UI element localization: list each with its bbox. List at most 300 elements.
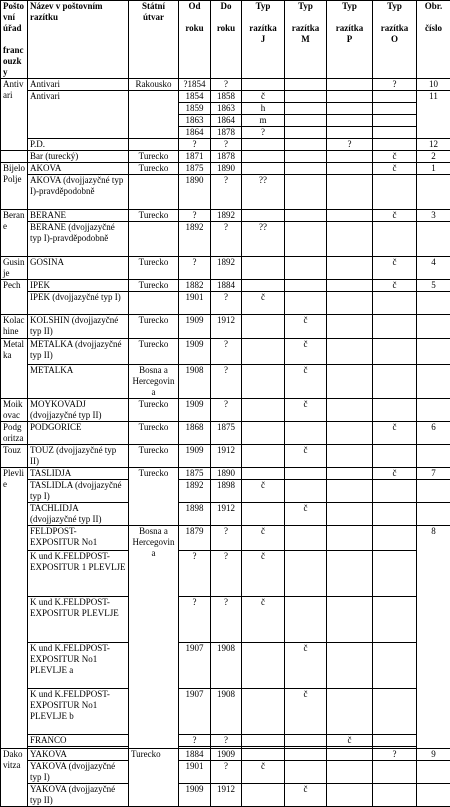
cell-from: ?	[179, 551, 211, 597]
cell-state	[129, 91, 179, 139]
col-header-from: Od roku	[179, 1, 211, 79]
cell-from: 1890	[179, 175, 211, 210]
cell-office: Podgoritza	[1, 422, 28, 445]
cell-state: Turecko	[129, 257, 179, 280]
cell-type-m: č	[285, 784, 327, 807]
table-row	[1, 257, 450, 280]
cell-stamp-name: IPEK	[28, 280, 129, 292]
cell-type-p	[327, 91, 373, 103]
col-header-fig: Obr. číslo	[417, 1, 450, 79]
cell-to: 1858	[211, 91, 242, 103]
cell-type-j: č	[242, 292, 285, 315]
cell-type-o	[373, 784, 417, 807]
cell-to: 1892	[211, 210, 242, 222]
cell-stamp-name: YAKOVA (dvojjazyčné typ II)	[28, 784, 129, 807]
cell-type-p	[327, 784, 373, 807]
table-row	[1, 526, 450, 551]
cell-to: ?	[211, 399, 242, 422]
cell-from: 1882	[179, 280, 211, 292]
cell-office: Plevlie	[1, 468, 28, 749]
col-header-state: Státní útvar	[129, 1, 179, 79]
table-row	[1, 551, 450, 597]
cell-type-j	[242, 468, 285, 480]
cell-state: Turecko	[129, 422, 179, 445]
table-row	[1, 91, 450, 103]
cell-type-p	[327, 643, 373, 689]
cell-fig: 1	[417, 163, 450, 175]
cell-to: 1890	[211, 468, 242, 480]
cell-stamp-name: K und K.FELDPOST-EXPOSITUR 1 PLEVLJE	[28, 551, 129, 597]
cell-from: 1907	[179, 643, 211, 689]
cell-fig	[417, 315, 450, 339]
cell-type-j	[242, 399, 285, 422]
cell-type-m: č	[285, 315, 327, 339]
cell-type-j: m	[242, 115, 285, 127]
cell-type-p	[327, 689, 373, 735]
cell-from: ?	[179, 735, 211, 747]
cell-fig	[417, 175, 450, 210]
cell-to: 1892	[211, 257, 242, 280]
header-row	[1, 1, 450, 79]
cell-fig: 9	[417, 749, 450, 761]
cell-from: ?	[179, 257, 211, 280]
cell-type-m	[285, 257, 327, 280]
cell-to: 1875	[211, 422, 242, 445]
table-row	[1, 445, 450, 468]
cell-type-m: č	[285, 503, 327, 526]
cell-fig: 11	[417, 91, 450, 139]
cell-stamp-name: FELDPOST-EXPOSITUR No1	[28, 526, 129, 551]
cell-stamp-name: Bar (turecký)	[28, 151, 129, 163]
cell-state: Turecko	[129, 315, 179, 339]
cell-type-o: č	[373, 257, 417, 280]
cell-to: 1863	[211, 103, 242, 115]
cell-type-j	[242, 689, 285, 735]
cell-from: ?	[179, 210, 211, 222]
cell-fig: 10	[417, 79, 450, 91]
cell-stamp-name: METALKA (dvojjazyčné typ II)	[28, 339, 129, 365]
table-row	[1, 175, 450, 210]
cell-state	[129, 292, 179, 315]
cell-office: Dakovitza	[1, 749, 28, 807]
cell-type-j	[242, 151, 285, 163]
cell-type-m: č	[285, 399, 327, 422]
table-row	[1, 735, 450, 747]
cell-type-o	[373, 139, 417, 151]
cell-type-m	[285, 175, 327, 210]
cell-type-o	[373, 365, 417, 399]
cell-to: ?	[211, 222, 242, 257]
cell-to: 1878	[211, 151, 242, 163]
cell-type-p	[327, 445, 373, 468]
cell-stamp-name: YAKOVA (dvojjazyčné typ I)	[28, 761, 129, 784]
cell-stamp-name: K und K.FELDPOST-EXPOSITUR No1 PLEVLJE a	[28, 643, 129, 689]
cell-fig	[417, 222, 450, 257]
cell-stamp-name: P.D.	[28, 139, 129, 151]
cell-type-p	[327, 399, 373, 422]
cell-to: ?	[211, 292, 242, 315]
cell-type-j	[242, 210, 285, 222]
table-row	[1, 503, 450, 526]
table-row	[1, 643, 450, 689]
col-header-type-p: Typ razítka P	[327, 1, 373, 79]
cell-office: Pech	[1, 280, 28, 315]
cell-to: ?	[211, 175, 242, 210]
cell-type-j	[242, 139, 285, 151]
cell-type-p	[327, 315, 373, 339]
cell-fig: 3	[417, 210, 450, 222]
cell-type-o	[373, 735, 417, 747]
cell-type-p	[327, 210, 373, 222]
cell-state	[129, 175, 179, 210]
cell-stamp-name: AKOVA (dvojjazyčné typ I)-pravděpodobně	[28, 175, 129, 210]
cell-type-m	[285, 103, 327, 115]
cell-type-j	[242, 643, 285, 689]
cell-state: Turecko	[129, 151, 179, 163]
cell-type-j: ??	[242, 175, 285, 210]
cell-type-m	[285, 551, 327, 597]
cell-type-m	[285, 210, 327, 222]
cell-type-o	[373, 175, 417, 210]
table-row	[1, 399, 450, 422]
table-row	[1, 468, 450, 480]
cell-to: 1908	[211, 643, 242, 689]
col-header-type-j: Typ razítka J	[242, 1, 285, 79]
table-row	[1, 749, 450, 761]
table-row	[1, 689, 450, 735]
cell-from: 1892	[179, 480, 211, 503]
cell-type-j: ?	[242, 127, 285, 139]
cell-type-j	[242, 257, 285, 280]
cell-to: ?	[211, 551, 242, 597]
cell-type-m: č	[285, 689, 327, 735]
cell-type-p	[327, 365, 373, 399]
cell-to: 1864	[211, 115, 242, 127]
cell-stamp-name: BERANE	[28, 210, 129, 222]
cell-type-m	[285, 480, 327, 503]
cell-stamp-name: YAKOVA	[28, 749, 129, 761]
cell-type-o	[373, 643, 417, 689]
table-row	[1, 315, 450, 339]
cell-type-j	[242, 365, 285, 399]
cell-type-o	[373, 292, 417, 315]
cell-state: Turecko	[129, 163, 179, 175]
cell-from: ?1854	[179, 79, 211, 91]
cell-fig	[417, 292, 450, 315]
cell-stamp-name: Antivari	[28, 91, 129, 139]
cell-from: 1875	[179, 468, 211, 480]
cell-stamp-name: K und K.FELDPOST-EXPOSITUR PLEVLJE	[28, 597, 129, 643]
cell-stamp-name: Antivari	[28, 79, 129, 91]
cell-to: 1909	[211, 749, 242, 761]
cell-type-m	[285, 163, 327, 175]
cell-type-p	[327, 103, 373, 115]
cell-office: Berane	[1, 210, 28, 257]
cell-type-j	[242, 339, 285, 365]
table-row	[1, 163, 450, 175]
cell-state: Turecko	[129, 445, 179, 468]
cell-state: Bosna a Hercegovina	[129, 365, 179, 399]
cell-type-p	[327, 422, 373, 445]
cell-type-o	[373, 222, 417, 257]
cell-type-p	[327, 292, 373, 315]
cell-type-o	[373, 127, 417, 139]
cell-from: 1908	[179, 365, 211, 399]
cell-fig: 8	[417, 526, 450, 749]
cell-stamp-name: AKOVA	[28, 163, 129, 175]
cell-type-m: č	[285, 445, 327, 468]
cell-type-j: č	[242, 91, 285, 103]
cell-to: 1898	[211, 480, 242, 503]
cell-from: 1875	[179, 163, 211, 175]
cell-fig	[417, 761, 450, 784]
cell-stamp-name: TASLIDLA (dvojjazyčné typ I)	[28, 480, 129, 503]
cell-type-m	[285, 280, 327, 292]
cell-fig	[417, 445, 450, 468]
cell-to: 1912	[211, 503, 242, 526]
cell-to: ?	[211, 735, 242, 747]
cell-type-p: ?	[327, 139, 373, 151]
cell-type-m	[285, 115, 327, 127]
cell-type-m: č	[285, 365, 327, 399]
cell-type-m	[285, 468, 327, 480]
cell-from: 1871	[179, 151, 211, 163]
cell-type-m	[285, 79, 327, 91]
cell-fig	[417, 784, 450, 807]
cell-type-m	[285, 735, 327, 747]
cell-fig: 7	[417, 468, 450, 480]
cell-state: Turecko	[129, 210, 179, 222]
cell-type-p	[327, 163, 373, 175]
cell-type-j	[242, 315, 285, 339]
table-row	[1, 761, 450, 784]
table-row	[1, 339, 450, 365]
cell-from: 1854	[179, 91, 211, 103]
table-row	[1, 280, 450, 292]
cell-office: Moikovac	[1, 399, 28, 422]
cell-fig: 6	[417, 422, 450, 445]
cell-state: Rakousko	[129, 79, 179, 91]
cell-type-m: č	[285, 643, 327, 689]
cell-type-p	[327, 503, 373, 526]
cell-type-o: č	[373, 468, 417, 480]
cell-type-o	[373, 91, 417, 103]
cell-from: 1901	[179, 292, 211, 315]
table-row	[1, 139, 450, 151]
cell-type-m	[285, 292, 327, 315]
cell-stamp-name: TOUZ (dvojjazyčné typ II)	[28, 445, 129, 468]
cell-from: 1859	[179, 103, 211, 115]
cell-stamp-name: IPEK (dvojjazyčné typ I)	[28, 292, 129, 315]
cell-office: Antivari	[1, 79, 28, 151]
cell-state	[129, 222, 179, 257]
col-header-type-m: Typ razítka M	[285, 1, 327, 79]
cell-fig	[417, 503, 450, 526]
cell-type-o	[373, 689, 417, 735]
cell-to: ?	[211, 139, 242, 151]
cell-to: 1884	[211, 280, 242, 292]
cell-type-o	[373, 103, 417, 115]
cell-from: 1892	[179, 222, 211, 257]
cell-to: ?	[211, 761, 242, 784]
table-row	[1, 480, 450, 503]
cell-office: Touz	[1, 445, 28, 468]
cell-to: 1890	[211, 163, 242, 175]
cell-from: 1909	[179, 399, 211, 422]
cell-type-m	[285, 597, 327, 643]
cell-to: 1912	[211, 445, 242, 468]
cell-type-m	[285, 91, 327, 103]
cell-type-p	[327, 79, 373, 91]
cell-stamp-name: METALKA	[28, 365, 129, 399]
cell-type-p	[327, 222, 373, 257]
cell-type-j	[242, 79, 285, 91]
table-row	[1, 222, 450, 257]
cell-type-p	[327, 339, 373, 365]
cell-type-j	[242, 163, 285, 175]
cell-type-m	[285, 422, 327, 445]
cell-stamp-name: BERANE (dvojjazyčné typ I)-pravděpodobně	[28, 222, 129, 257]
cell-stamp-name: MOYKOVADJ (dvojjazyčné typ II)	[28, 399, 129, 422]
cell-type-o	[373, 115, 417, 127]
cell-type-p	[327, 127, 373, 139]
cell-fig: 2	[417, 151, 450, 163]
cell-type-o	[373, 480, 417, 503]
cell-office: Bijelo Polje	[1, 163, 28, 210]
cell-type-m	[285, 526, 327, 551]
cell-type-o	[373, 761, 417, 784]
cell-to: 1908	[211, 689, 242, 735]
cell-type-p	[327, 551, 373, 597]
cell-fig: 12	[417, 139, 450, 151]
table-row	[1, 784, 450, 807]
cell-type-j: č	[242, 480, 285, 503]
col-header-office: Poštovní úřad francouzky	[1, 1, 28, 79]
cell-type-j	[242, 735, 285, 747]
table-row	[1, 210, 450, 222]
cell-from: 1864	[179, 127, 211, 139]
col-header-to: Do roku	[211, 1, 242, 79]
cell-type-j: č	[242, 551, 285, 597]
cell-stamp-name: PODGORICE	[28, 422, 129, 445]
cell-type-j: č	[242, 761, 285, 784]
cell-type-o: č	[373, 280, 417, 292]
cell-type-o	[373, 445, 417, 468]
cell-type-m	[285, 151, 327, 163]
cell-type-j	[242, 280, 285, 292]
cell-type-p	[327, 749, 373, 761]
cell-to: ?	[211, 339, 242, 365]
cell-state: Turecko	[129, 468, 179, 526]
cell-type-o	[373, 526, 417, 551]
cell-type-j	[242, 503, 285, 526]
cell-to: ?	[211, 365, 242, 399]
cell-type-o: ?	[373, 79, 417, 91]
cell-to: ?	[211, 597, 242, 643]
cell-type-j	[242, 422, 285, 445]
cell-type-m	[285, 139, 327, 151]
cell-type-o	[373, 315, 417, 339]
cell-type-j: č	[242, 597, 285, 643]
cell-stamp-name: TACHLIDJA (dvojjazyčné typ II)	[28, 503, 129, 526]
cell-type-m	[285, 761, 327, 784]
cell-type-o	[373, 503, 417, 526]
cell-stamp-name: TASLIDJA	[28, 468, 129, 480]
cell-type-o: č	[373, 151, 417, 163]
cell-type-p	[327, 480, 373, 503]
cell-from: 1909	[179, 339, 211, 365]
cell-stamp-name: K und K.FELDPOST-EXPOSITUR No1 PLEVLJE b	[28, 689, 129, 735]
cell-state: Turecko	[129, 399, 179, 422]
cell-type-m	[285, 127, 327, 139]
cell-from: 1868	[179, 422, 211, 445]
cell-type-p	[327, 175, 373, 210]
cell-state: Bosna a Hercegovina	[129, 526, 179, 749]
cell-to: ?	[211, 526, 242, 551]
cell-type-p	[327, 115, 373, 127]
cell-from: 1898	[179, 503, 211, 526]
table-row	[1, 79, 450, 91]
cell-type-p	[327, 151, 373, 163]
cell-from: 1909	[179, 315, 211, 339]
cell-fig: 5	[417, 280, 450, 292]
cell-office: Gusinje	[1, 257, 28, 280]
cell-from: 1879	[179, 526, 211, 551]
col-header-stamp-name: Název v poštovním razítku	[28, 1, 129, 79]
cell-fig: 4	[417, 257, 450, 280]
cell-from: 1909	[179, 445, 211, 468]
cell-from: 1901	[179, 761, 211, 784]
cell-type-o	[373, 399, 417, 422]
cell-state: Turecko	[129, 280, 179, 292]
table-row	[1, 151, 450, 163]
cell-type-o: ?	[373, 749, 417, 761]
cell-type-o: č	[373, 163, 417, 175]
cell-fig	[417, 365, 450, 399]
cell-stamp-name: FRANCO	[28, 735, 129, 747]
cell-state	[129, 139, 179, 151]
cell-type-o: č	[373, 210, 417, 222]
table-row	[1, 422, 450, 445]
table-row	[1, 365, 450, 399]
cell-type-j	[242, 784, 285, 807]
cell-to: 1878	[211, 127, 242, 139]
cell-from: 1907	[179, 689, 211, 735]
cell-office: Kolachine	[1, 315, 28, 339]
cell-from: ?	[179, 597, 211, 643]
cell-type-o	[373, 597, 417, 643]
cell-type-o	[373, 551, 417, 597]
cell-type-p	[327, 280, 373, 292]
cell-from: 1884	[179, 749, 211, 761]
cell-fig	[417, 339, 450, 365]
cell-from: 1863	[179, 115, 211, 127]
col-header-type-o: Typ razítka O	[373, 1, 417, 79]
cell-office: Metalka	[1, 339, 28, 399]
cell-to: 1912	[211, 315, 242, 339]
cell-type-j: h	[242, 103, 285, 115]
table-row	[1, 597, 450, 643]
cell-type-p	[327, 526, 373, 551]
cell-type-j	[242, 749, 285, 761]
cell-type-o	[373, 339, 417, 365]
cell-type-m	[285, 749, 327, 761]
cell-stamp-name: GOSINA	[28, 257, 129, 280]
cell-type-m: č	[285, 339, 327, 365]
cell-type-p	[327, 257, 373, 280]
cell-fig	[417, 399, 450, 422]
cell-stamp-name: KOLSHIN (dvojjazyčné typ II)	[28, 315, 129, 339]
